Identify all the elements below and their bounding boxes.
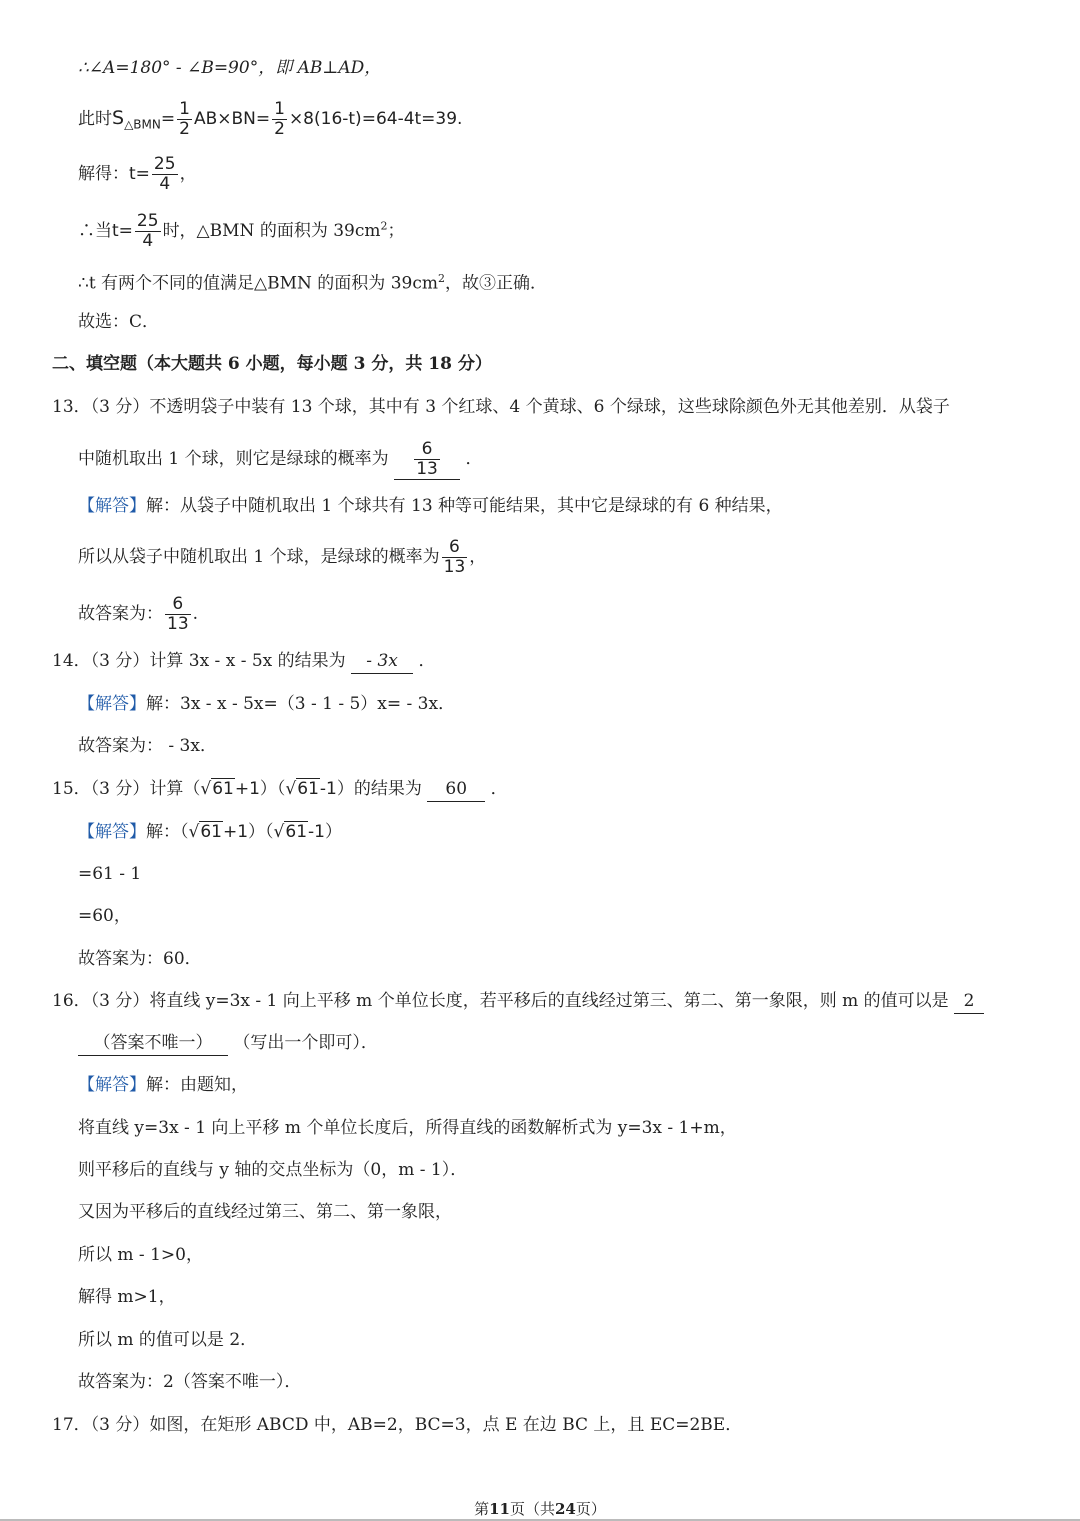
question-16-line2: （答案不唯一） （写出一个即可）．: [78, 1031, 378, 1056]
question-16: 16．（3 分）将直线 y=3x - 1 向上平移 m 个单位长度，若平移后的直线经过第三、第二、第一象限，则 m 的值可以是 2: [52, 989, 984, 1014]
text: ×8(16-t)=64-4t=39.: [288, 109, 463, 129]
section-heading: 二、填空题（本大题共 6 小题，每小题 3 分，共 18 分）: [52, 354, 492, 374]
text: AB×BN=: [193, 109, 271, 129]
solution-16-step: 又因为平移后的直线经过第三、第二、第一象限，: [78, 1202, 452, 1222]
solution-15-step: =60，: [78, 906, 131, 926]
conclusion-line: ∴t 有两个不同的值满足△BMN 的面积为 $39cm^2$，故③正确．: [78, 272, 547, 294]
question-13-line2: 中随机取出 1 个球，则它是绿球的概率为 $\frac{6}{13}$ ．: [78, 439, 483, 479]
answer-blank: 60: [427, 777, 485, 802]
solution-tag: 【解答】: [78, 694, 146, 714]
answer-blank: （答案不唯一）: [78, 1031, 228, 1056]
solution-16-step: 将直线 y=3x - 1 向上平移 m 个单位长度后，所得直线的函数解析式为 y=3x - 1+m，: [78, 1118, 737, 1138]
solution-tag: 【解答】: [78, 1075, 146, 1095]
solution-13: 【解答】解：从袋子中随机取出 1 个球共有 13 种等可能结果，其中它是绿球的有 6 种结果，: [78, 496, 783, 516]
fraction: $\frac{25}{4}$: [136, 211, 159, 251]
when-t-line: ∴当t= $\frac{25}{4}$ 时，△BMN 的面积为 $39cm^2$；: [78, 211, 405, 251]
page-footer: 第11页（共24页）: [474, 1500, 606, 1518]
solution-14: 【解答】解：3x - x - 5x=（3 - 1 - 5）x= - 3x．: [78, 694, 456, 714]
question-15: 15．（3 分）计算（√61+1）（√61-1）的结果为 60 ．: [52, 777, 508, 802]
solution-13-line2: 所以从袋子中随机取出 1 个球，是绿球的概率为 $\frac{6}{13}$ ，: [78, 537, 487, 577]
text: 此时: [78, 109, 112, 129]
fraction: $\frac{25}{4}$: [153, 154, 176, 194]
solution-16-answer: 故答案为：2（答案不唯一）．: [78, 1372, 302, 1392]
fraction: $\frac{1}{2}$: [179, 99, 190, 139]
fraction: $\frac{1}{2}$: [274, 99, 285, 139]
solution-16-step: 解得 m>1，: [78, 1287, 176, 1307]
answer-line: 故选：C．: [78, 312, 160, 332]
solution-15: 【解答】解：（√61+1）（√61-1）: [78, 822, 342, 842]
solution-16-step: 所以 m 的值可以是 2．: [78, 1330, 258, 1350]
text: =: [160, 109, 176, 129]
question-14: 14．（3 分）计算 3x - x - 5x 的结果为 - 3x ．: [52, 649, 435, 674]
solution-tag: 【解答】: [78, 496, 146, 516]
text: △BMN: [124, 117, 161, 132]
solution-line: ∴∠A=180° - ∠B=90°，即 AB⊥AD，: [78, 58, 382, 78]
solution-14-answer: 故答案为： - 3x．: [78, 736, 217, 756]
solution-15-step: =61 - 1: [78, 864, 142, 884]
solution-tag: 【解答】: [78, 822, 146, 842]
solve-t-line: 解得：t= $\frac{25}{4}$ ，: [78, 154, 197, 194]
area-formula-line: [78, 100, 462, 139]
solution-13-answer: 故答案为： $\frac{6}{13}$ .: [78, 594, 199, 634]
question-17: 17．（3 分）如图，在矩形 ABCD 中，AB=2，BC=3，点 E 在边 BC 上，且 EC=2BE．: [52, 1415, 743, 1435]
question-13: 13．（3 分）不透明袋子中装有 13 个球，其中有 3 个红球、4 个黄球、6 个绿球，这些球除颜色外无其他差别．从袋子: [52, 397, 950, 417]
solution-16-step: 所以 m - 1>0，: [78, 1245, 203, 1265]
answer-blank: $\frac{6}{13}$: [394, 440, 460, 480]
solution-16: 【解答】解：由题知，: [78, 1075, 248, 1095]
solution-15-answer: 故答案为：60．: [78, 949, 202, 969]
answer-blank: - 3x: [351, 649, 413, 674]
solution-16-step: 则平移后的直线与 y 轴的交点坐标为（0，m - 1）．: [78, 1160, 468, 1180]
text: S: [112, 107, 125, 129]
answer-blank: 2: [954, 989, 984, 1014]
